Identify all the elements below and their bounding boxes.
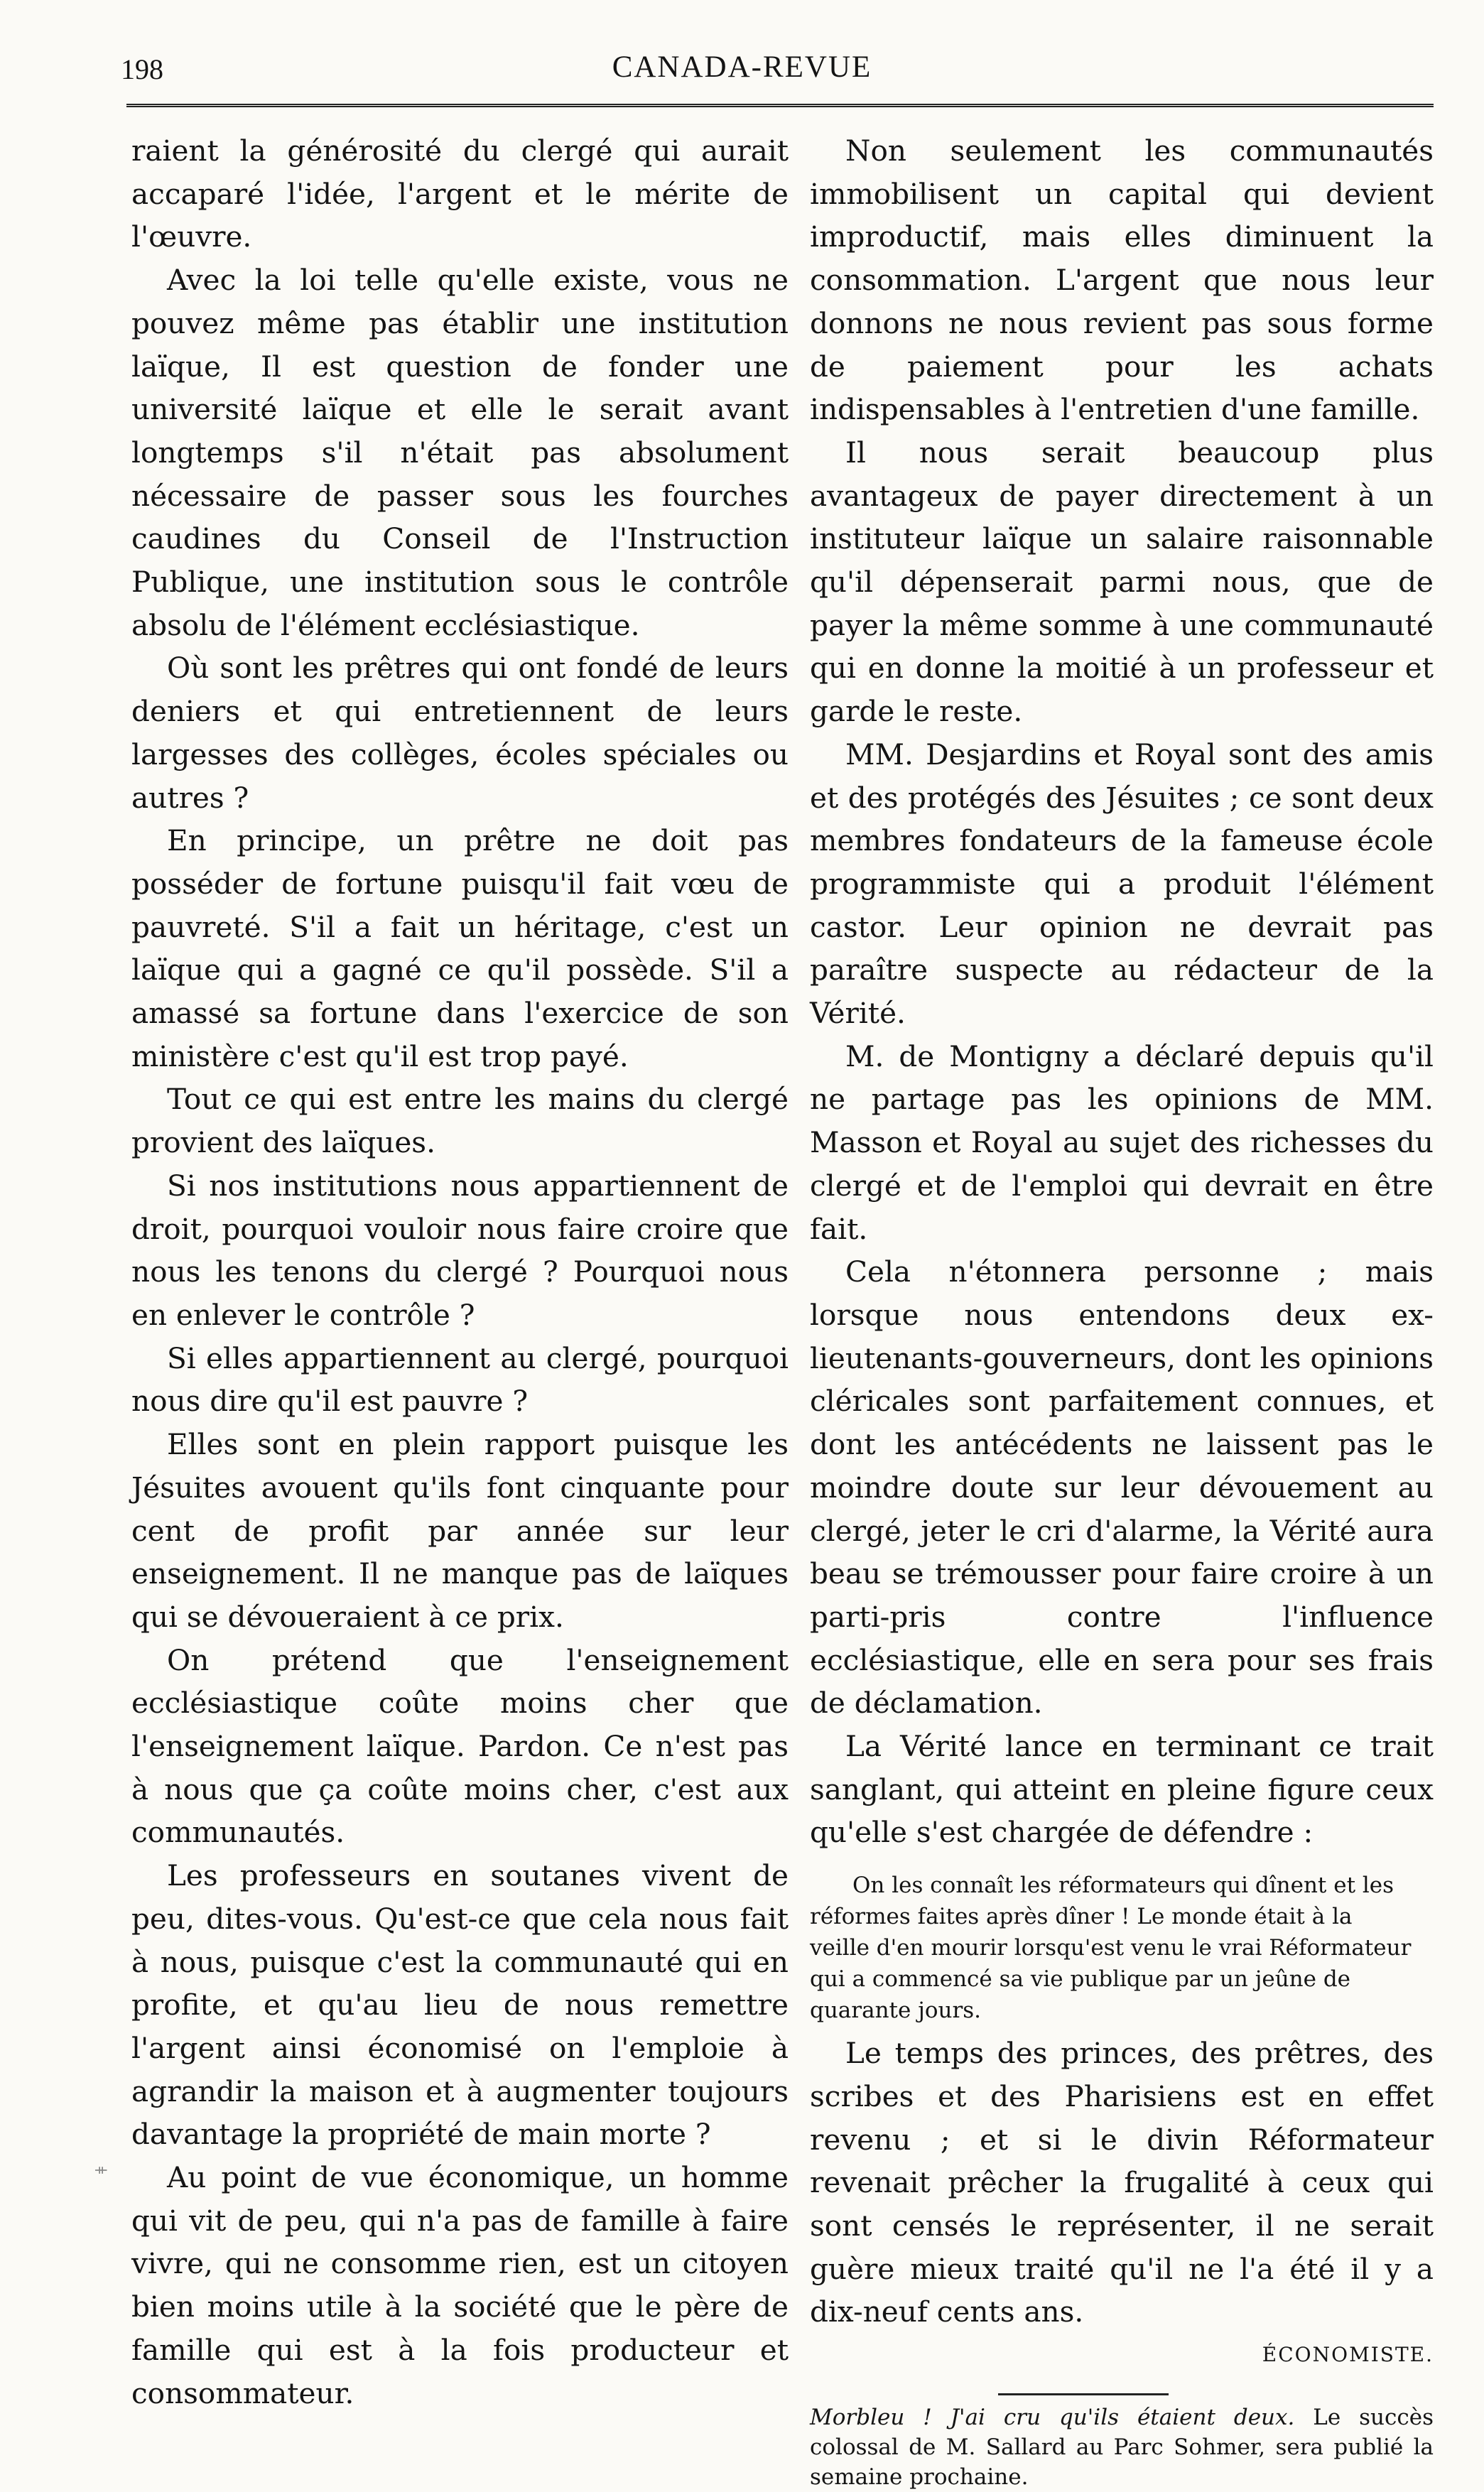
paragraph: Où sont les prêtres qui ont fondé de leurs deniers et qui entretiennent de leurs largesses des collèges, écoles spéciales ou autres ? xyxy=(131,651,789,815)
paragraph: raient la générosité du clergé qui aurait accaparé l'idée, l'argent et le mérite de l'œuvre. xyxy=(131,134,789,254)
paragraph: Non seulement les communautés immobilisent un capital qui devient improductif, mais elles diminuent la consommation. L'argent que nous leur donnons ne nous revient pas sous forme de paiement pour les achats indispensables à l'entretien d'une famille. xyxy=(810,134,1434,427)
running-title: CANADA-REVUE xyxy=(612,50,872,84)
paragraph: Le temps des princes, des prêtres, des scribes et des Pharisiens est en effet revenu ; et si le divin Réformateur revenait prêcher la frugalité à ceux qui sont censés le représenter, il ne serait guère mieux traité qu'il ne l'a été il y a dix-neuf cents ans. xyxy=(810,2036,1434,2329)
header-rule xyxy=(126,104,1434,107)
paragraph: La Vérité lance en terminant ce trait sanglant, qui atteint en pleine figure ceux qu'elle s'est chargée de défendre : xyxy=(810,1729,1434,1850)
paragraph: Tout ce qui est entre les mains du clergé provient des laïques. xyxy=(131,1082,789,1160)
footnote-text: Le succès colossal de M. Sallard au Parc Sohmer, sera publié la semaine prochaine. xyxy=(810,2405,1434,2491)
page-number: 198 xyxy=(121,53,163,85)
quote-line: quarante jours. xyxy=(810,1998,982,2024)
quote-line: qui a commencé sa vie publique par un jeûne de xyxy=(810,1966,1351,1993)
margin-mark: ǂ xyxy=(91,2167,109,2174)
paragraph: Cela n'étonnera personne ; mais lorsque nous entendons deux ex-lieutenants-gouverneurs, dont les opinions cléricales sont parfaitement connues, et dont les antécédents ne laissent pas le moindre doute sur leur dévouement au clergé, jeter le cri d'alarme, la Vérité aura beau se trémousser pour faire croire à un parti-pris contre l'influence ecclésiastique, elle en sera pour ses frais de déclamation. xyxy=(810,1255,1434,1721)
block-quote xyxy=(810,1870,1434,2026)
author-signature: ÉCONOMISTE. xyxy=(1262,2343,1434,2367)
paragraph: On prétend que l'enseignement ecclésiastique coûte moins cher que l'enseignement laïque. Pardon. Ce n'est pas à nous que ça coûte moins cher, c'est aux communautés. xyxy=(131,1642,789,1850)
paragraph: Avec la loi telle qu'elle existe, vous ne pouvez même pas établir une institution laïque, Il est question de fonder une université laïque et elle le serait avant longtemps s'il n'était pas absolument nécessaire de passer sous les fourches caudines du Conseil de l'Instruction Publique, une institution sous le contrôle absolu de l'élément ecclésiastique. xyxy=(131,263,789,642)
footnote-rule xyxy=(998,2393,1169,2395)
paragraph: Au point de vue économique, un homme qui vit de peu, qui n'a pas de famille à faire vivre, qui ne consomme rien, est un citoyen bien moins utile à la société que le père de famille qui est à la fois producteur et consommateur. xyxy=(131,2160,789,2410)
footnote-italic: Morbleu ! J'ai cru qu'ils étaient deux. xyxy=(810,2405,1295,2431)
paragraph: Il nous serait beaucoup plus avantageux de payer directement à un instituteur laïque un salaire raisonnable qu'il dépenserait parmi nous, que de payer la même somme à une communauté qui en donne la moitié à un professeur et garde le reste. xyxy=(810,435,1434,729)
paragraph: Si nos institutions nous appartiennent de droit, pourquoi vouloir nous faire croire que nous les tenons du clergé ? Pourquoi nous en enlever le contrôle ? xyxy=(131,1168,789,1332)
paragraph: Si elles appartiennent au clergé, pourquoi nous dire qu'il est pauvre ? xyxy=(131,1340,789,1419)
right-column xyxy=(810,129,1434,2492)
quote-line: On les connaît les réformateurs qui dînent et les xyxy=(852,1873,1394,1899)
paragraph: En principe, un prêtre ne doit pas posséder de fortune puisqu'il fait vœu de pauvreté. S'il a fait un héritage, c'est un laïque qui a gagné ce qu'il possède. S'il a amassé sa fortune dans l'exercice de son ministère c'est qu'il est trop payé. xyxy=(131,823,789,1073)
left-column xyxy=(131,129,789,2415)
paragraph: Elles sont en plein rapport puisque les Jésuites avouent qu'ils font cinquante pour cent de profit par année sur leur enseignement. Il ne manque pas de laïques qui se dévoueraient à ce prix. xyxy=(131,1427,789,1634)
paragraph: M. de Montigny a déclaré depuis qu'il ne partage pas les opinions de MM. Masson et Royal au sujet des richesses du clergé et de l'emploi qui devrait en être fait. xyxy=(810,1039,1434,1246)
paragraph: MM. Desjardins et Royal sont des amis et des protégés des Jésuites ; ce sont deux membres fondateurs de la fameuse école programmiste qui a produit l'élément castor. Leur opinion ne devrait pas paraître suspecte au rédacteur de la Vérité. xyxy=(810,737,1434,1031)
paragraph: Les professeurs en soutanes vivent de peu, dites-vous. Qu'est-ce que cela nous fait à nous, puisque c'est la communauté qui en profite, et qu'au lieu de nous remettre l'argent ainsi économisé on l'emploie à agrandir la maison et à augmenter toujours davantage la propriété de main morte ? xyxy=(131,1858,789,2152)
quote-line: réformes faites après dîner ! Le monde était à la xyxy=(810,1904,1353,1930)
footnote xyxy=(810,2402,1434,2492)
quote-line: veille d'en mourir lorsqu'est venu le vrai Réformateur xyxy=(810,1935,1412,1961)
